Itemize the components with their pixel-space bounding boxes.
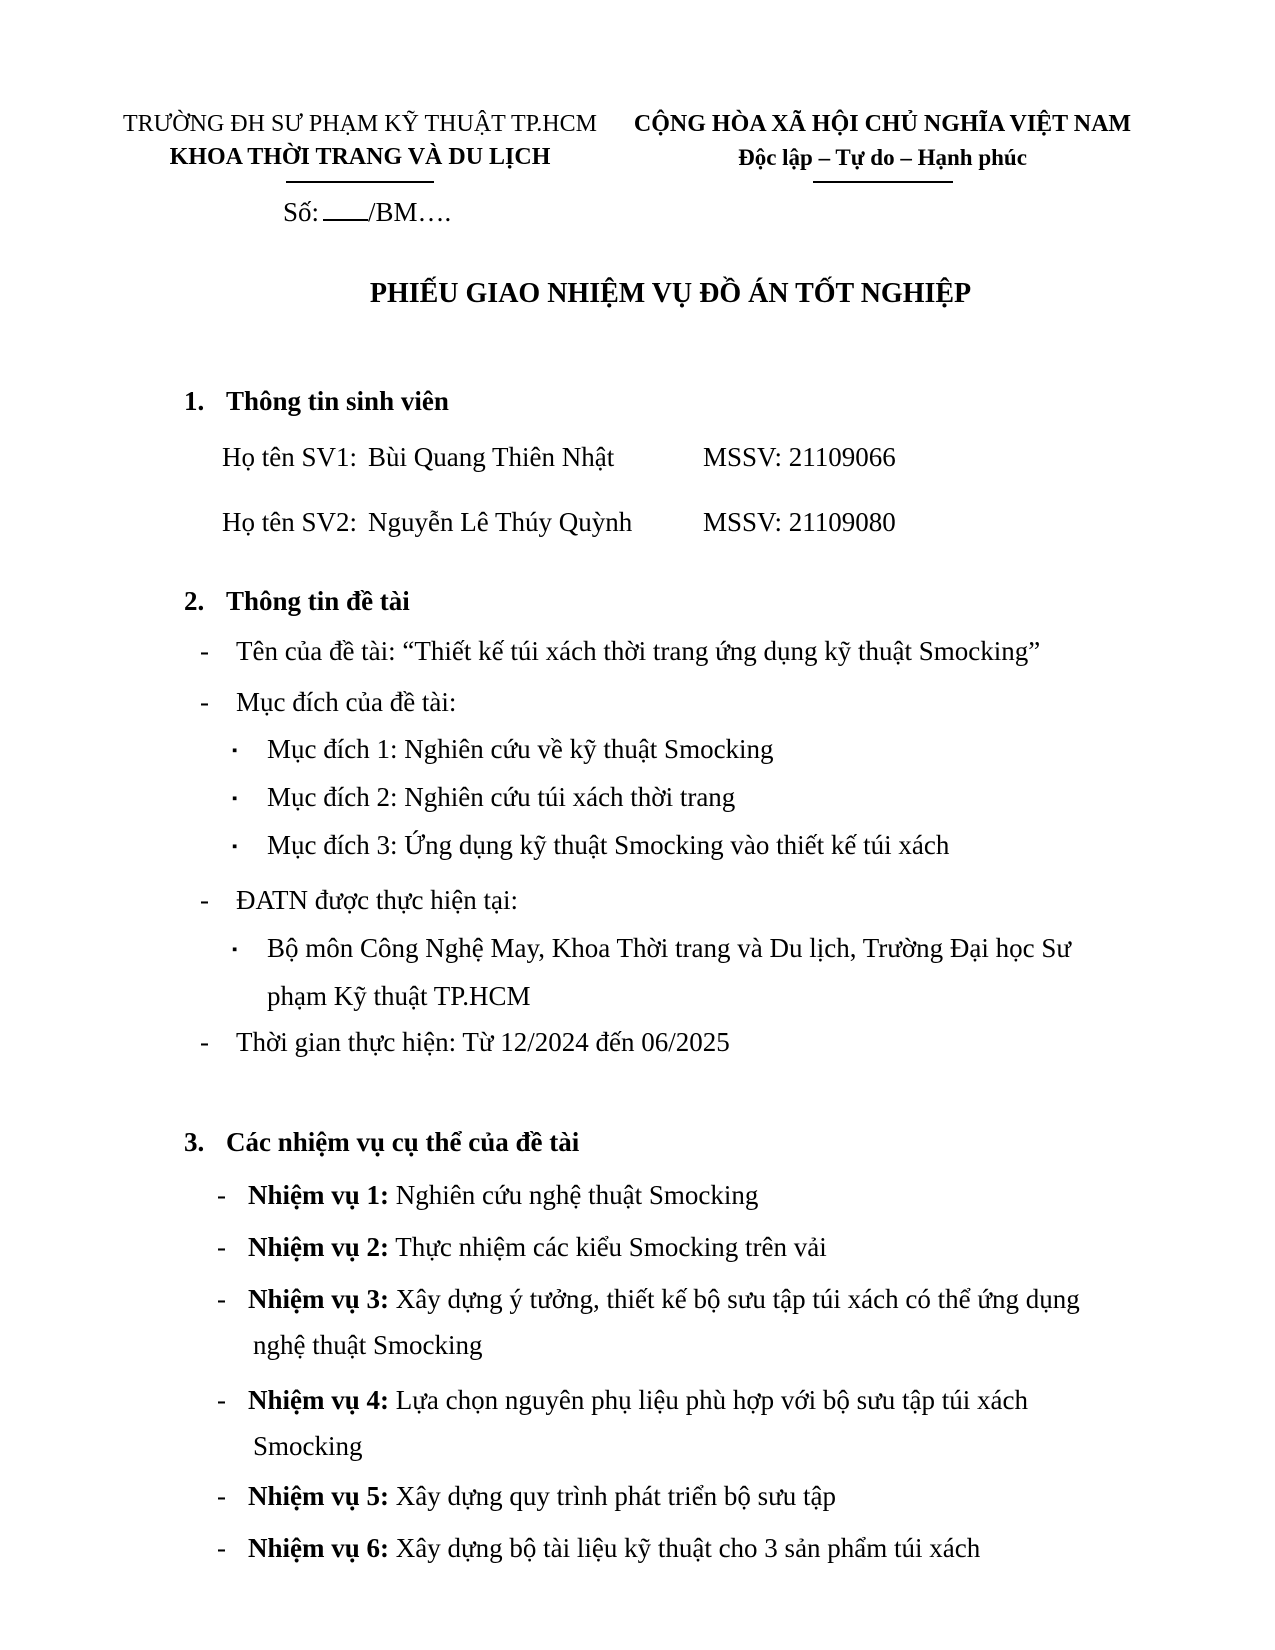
- task-item: [120, 1377, 1130, 1469]
- task-5-label: Nhiệm vụ 5:: [248, 1481, 389, 1511]
- section-2-number: 2.: [184, 586, 205, 616]
- task-1-label: Nhiệm vụ 1:: [248, 1180, 389, 1210]
- section-3-heading: [184, 1119, 1155, 1165]
- dash-bullet: -: [217, 1232, 226, 1262]
- document-number-label: Số:: [283, 197, 320, 227]
- section-1-number: 1.: [184, 386, 205, 416]
- task-item: [120, 1224, 1130, 1270]
- task-item: [120, 1525, 1130, 1571]
- faculty-name: KHOA THỜI TRANG VÀ DU LỊCH: [169, 144, 551, 170]
- motto-underline: [813, 181, 953, 183]
- task-2-text: Thực nhiệm các kiểu Smocking trên vải: [395, 1232, 827, 1262]
- student-1-id: MSSV: 21109066: [703, 442, 896, 472]
- section-1-heading: [184, 378, 1155, 424]
- dash-bullet: -: [200, 687, 209, 717]
- dash-bullet: -: [217, 1533, 226, 1563]
- section-2-heading: [184, 578, 1155, 624]
- task-item: [120, 1276, 1130, 1368]
- task-3-label: Nhiệm vụ 3:: [248, 1284, 389, 1314]
- task-item: [120, 1473, 1130, 1519]
- dash-bullet: -: [200, 1027, 209, 1057]
- sub-list-item: [120, 925, 1130, 1019]
- university-name: TRƯỜNG ĐH SƯ PHẠM KỸ THUẬT TP.HCM: [123, 111, 597, 137]
- student-1-name: Bùi Quang Thiên Nhật: [368, 442, 615, 472]
- purpose-3-text: Mục đích 3: Ứng dụng kỹ thuật Smocking vào thiết kế túi xách: [267, 830, 950, 860]
- topic-purpose-text: Mục đích của đề tài:: [236, 687, 457, 717]
- sub-list-item: [120, 822, 1130, 870]
- student-2-id: MSSV: 21109080: [703, 507, 896, 537]
- dash-bullet: -: [217, 1481, 226, 1511]
- task-6-text: Xây dựng bộ tài liệu kỹ thuật cho 3 sản phẩm túi xách: [395, 1533, 981, 1563]
- document-header: [120, 108, 1155, 183]
- section-2-title: Thông tin đề tài: [226, 586, 410, 616]
- student-row: [222, 434, 1155, 480]
- task-item: [120, 1172, 1130, 1218]
- faculty-underline: [286, 181, 434, 183]
- dash-bullet: -: [200, 885, 209, 915]
- document-number-suffix: /BM….: [368, 197, 452, 227]
- purpose-2-text: Mục đích 2: Nghiên cứu túi xách thời trang: [267, 782, 736, 812]
- square-bullet: ▪: [232, 791, 238, 807]
- student-row: [222, 499, 1155, 545]
- dash-bullet: -: [217, 1180, 226, 1210]
- task-2-label: Nhiệm vụ 2:: [248, 1232, 389, 1262]
- dash-bullet: -: [200, 636, 209, 666]
- student-2-label: Họ tên SV2:: [222, 507, 357, 537]
- task-4-text: Lựa chọn nguyên phụ liệu phù hợp với bộ sưu tập túi xách Smocking: [253, 1385, 1028, 1461]
- national-header-block: [610, 108, 1155, 183]
- document-number-line: [283, 189, 1155, 235]
- square-bullet: ▪: [232, 839, 238, 855]
- task-5-text: Xây dựng quy trình phát triển bộ sưu tập: [395, 1481, 836, 1511]
- dash-bullet: -: [217, 1284, 226, 1314]
- list-item: [120, 628, 1130, 674]
- national-motto: Độc lập – Tự do – Hạnh phúc: [738, 145, 1027, 170]
- national-title: CỘNG HÒA XÃ HỘI CHỦ NGHĨA VIỆT NAM: [633, 111, 1132, 137]
- task-1-text: Nghiên cứu nghệ thuật Smocking: [395, 1180, 759, 1210]
- sub-list-item: [120, 774, 1130, 822]
- student-1-label: Họ tên SV1:: [222, 442, 357, 472]
- location-text: Bộ môn Công Nghệ May, Khoa Thời trang và Du lịch, Trường Đại học Sư phạm Kỹ thuật TP.HCM: [267, 933, 1072, 1011]
- student-2-name: Nguyễn Lê Thúy Quỳnh: [368, 507, 633, 537]
- sub-list-item: [120, 726, 1130, 774]
- section-3-number: 3.: [184, 1127, 205, 1157]
- list-item: [120, 1019, 1130, 1065]
- document-title: PHIẾU GIAO NHIỆM VỤ ĐỒ ÁN TỐT NGHIỆP: [369, 278, 972, 309]
- task-6-label: Nhiệm vụ 6:: [248, 1533, 389, 1563]
- location-label-text: ĐATN được thực hiện tại:: [236, 885, 518, 915]
- university-block: [120, 108, 600, 183]
- section-1-title: Thông tin sinh viên: [226, 386, 449, 416]
- list-item: [120, 679, 1130, 725]
- topic-name-text: Tên của đề tài: “Thiết kế túi xách thời trang ứng dụng kỹ thuật Smocking”: [236, 636, 1041, 666]
- list-item: [120, 877, 1130, 923]
- duration-text: Thời gian thực hiện: Từ 12/2024 đến 06/2025: [236, 1027, 730, 1057]
- task-3-text: Xây dựng ý tưởng, thiết kế bộ sưu tập túi xách có thể ứng dụng nghệ thuật Smocking: [253, 1284, 1080, 1360]
- square-bullet: ▪: [232, 942, 238, 958]
- square-bullet: ▪: [232, 743, 238, 759]
- task-4-label: Nhiệm vụ 4:: [248, 1385, 389, 1415]
- dash-bullet: -: [217, 1385, 226, 1415]
- section-3-title: Các nhiệm vụ cụ thể của đề tài: [226, 1127, 580, 1157]
- purpose-1-text: Mục đích 1: Nghiên cứu về kỹ thuật Smocking: [267, 734, 774, 764]
- document-number-blank: [323, 199, 368, 221]
